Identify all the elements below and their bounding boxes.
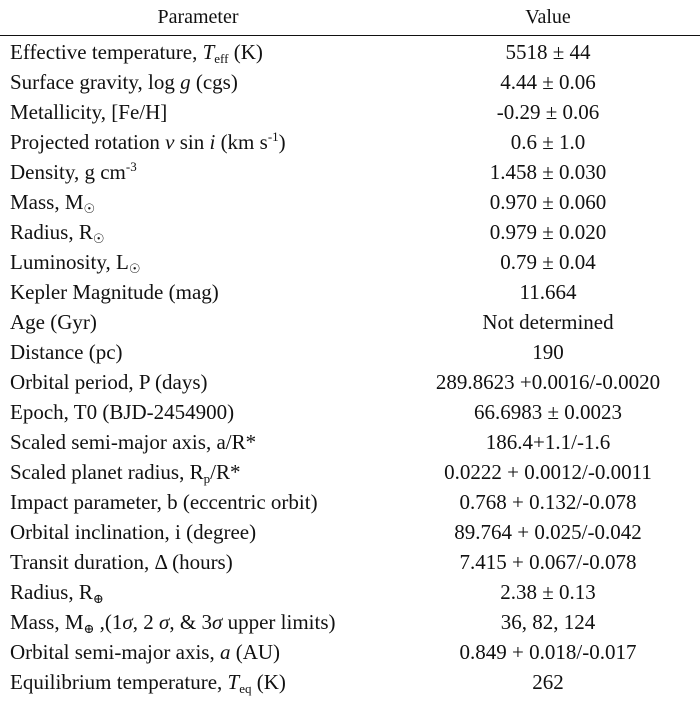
value-cell: 0.79 ± 0.04 bbox=[500, 250, 596, 274]
parameter-cell: Metallicity, [Fe/H] bbox=[10, 100, 168, 124]
value-cell: -0.29 ± 0.06 bbox=[496, 100, 600, 124]
value-cell: 262 bbox=[532, 670, 564, 694]
table-row bbox=[0, 576, 700, 606]
value-cell: 4.44 ± 0.06 bbox=[500, 70, 596, 94]
table-row bbox=[0, 426, 700, 456]
value-cell: 66.6983 ± 0.0023 bbox=[473, 400, 623, 424]
value-cell: 186.4+1.1/-1.6 bbox=[485, 430, 611, 454]
table-row bbox=[0, 36, 700, 66]
table-row bbox=[0, 636, 700, 666]
header-value: Value bbox=[525, 6, 571, 28]
table-row bbox=[0, 516, 700, 546]
value-cell: 0.0222 + 0.0012/-0.0011 bbox=[444, 460, 652, 484]
value-cell: 7.415 + 0.067/-0.078 bbox=[459, 550, 637, 574]
value-cell: 89.764 + 0.025/-0.042 bbox=[454, 520, 642, 544]
table-row bbox=[0, 366, 700, 396]
table-row bbox=[0, 336, 700, 366]
parameter-cell: Scaled planet radius, $R_p/R*$ bbox=[10, 460, 241, 486]
table-row bbox=[0, 66, 700, 96]
table-row bbox=[0, 246, 700, 276]
table-row bbox=[0, 546, 700, 576]
value-cell: 0.768 + 0.132/-0.078 bbox=[459, 490, 637, 514]
parameter-cell: Kepler Magnitude (mag) bbox=[10, 280, 219, 304]
parameter-cell: Effective temperature, $T_{eff}$ (K) bbox=[10, 40, 263, 66]
parameter-cell: Radius, $R_\oplus$ bbox=[10, 580, 104, 606]
table-row bbox=[0, 486, 700, 516]
parameter-cell: Transit duration, Δ (hours) bbox=[10, 550, 233, 574]
value-cell: 190 bbox=[532, 340, 564, 364]
table-row bbox=[0, 666, 700, 696]
parameter-cell: Surface gravity, log g (cgs) bbox=[10, 70, 238, 94]
parameter-cell: Distance (pc) bbox=[10, 340, 123, 364]
parameter-cell: Luminosity, $L_☉$ bbox=[10, 250, 141, 276]
table-row bbox=[0, 186, 700, 216]
parameter-cell: Equilibrium temperature, $T_{eq}$ (K) bbox=[10, 670, 286, 696]
value-cell: 0.970 ± 0.060 bbox=[489, 190, 607, 214]
value-cell: 289.8623 +0.0016/-0.0020 bbox=[435, 370, 661, 394]
table-row bbox=[0, 126, 700, 156]
parameter-cell: Orbital period, P (days) bbox=[10, 370, 208, 394]
value-cell: 36, 82, 124 bbox=[500, 610, 596, 634]
table-body bbox=[0, 36, 700, 696]
header-parameter: Parameter bbox=[157, 6, 239, 28]
value-cell: 5518 ± 44 bbox=[505, 40, 591, 64]
parameter-cell: Density, g $cm^{-3}$ bbox=[10, 159, 137, 184]
value-cell: 1.458 ± 0.030 bbox=[489, 160, 607, 184]
table-row bbox=[0, 156, 700, 186]
table-row bbox=[0, 96, 700, 126]
parameter-cell: Orbital semi-major axis, a (AU) bbox=[10, 640, 281, 664]
value-cell: 2.38 ± 0.13 bbox=[500, 580, 596, 604]
table-row bbox=[0, 606, 700, 636]
parameter-cell: Radius, $R_☉$ bbox=[10, 220, 105, 246]
value-cell: 0.979 ± 0.020 bbox=[489, 220, 607, 244]
parameter-cell: Mass, $M_\oplus$ ,(1σ, 2 σ, & 3σ upper limits) bbox=[10, 610, 336, 636]
value-cell: 0.6 ± 1.0 bbox=[510, 130, 586, 154]
parameter-cell: Orbital inclination, i (degree) bbox=[10, 520, 257, 544]
value-cell: 11.664 bbox=[519, 280, 577, 304]
parameter-cell: Mass, $M_☉$ bbox=[10, 190, 96, 216]
parameter-cell: Epoch, T0 (BJD-2454900) bbox=[10, 400, 235, 424]
table-row bbox=[0, 396, 700, 426]
value-cell: 0.849 + 0.018/-0.017 bbox=[459, 640, 637, 664]
parameter-cell: Projected rotation v sin i (km $s^{-1}$) bbox=[10, 129, 286, 154]
parameter-cell: Age (Gyr) bbox=[10, 310, 97, 334]
table-row bbox=[0, 456, 700, 486]
parameter-cell: Scaled semi-major axis, a/R* bbox=[10, 430, 257, 454]
table-row bbox=[0, 276, 700, 306]
table-header bbox=[0, 0, 700, 36]
value-cell: Not determined bbox=[482, 310, 614, 334]
table-row bbox=[0, 306, 700, 336]
parameter-cell: Impact parameter, b (eccentric orbit) bbox=[10, 490, 318, 514]
table-row bbox=[0, 216, 700, 246]
